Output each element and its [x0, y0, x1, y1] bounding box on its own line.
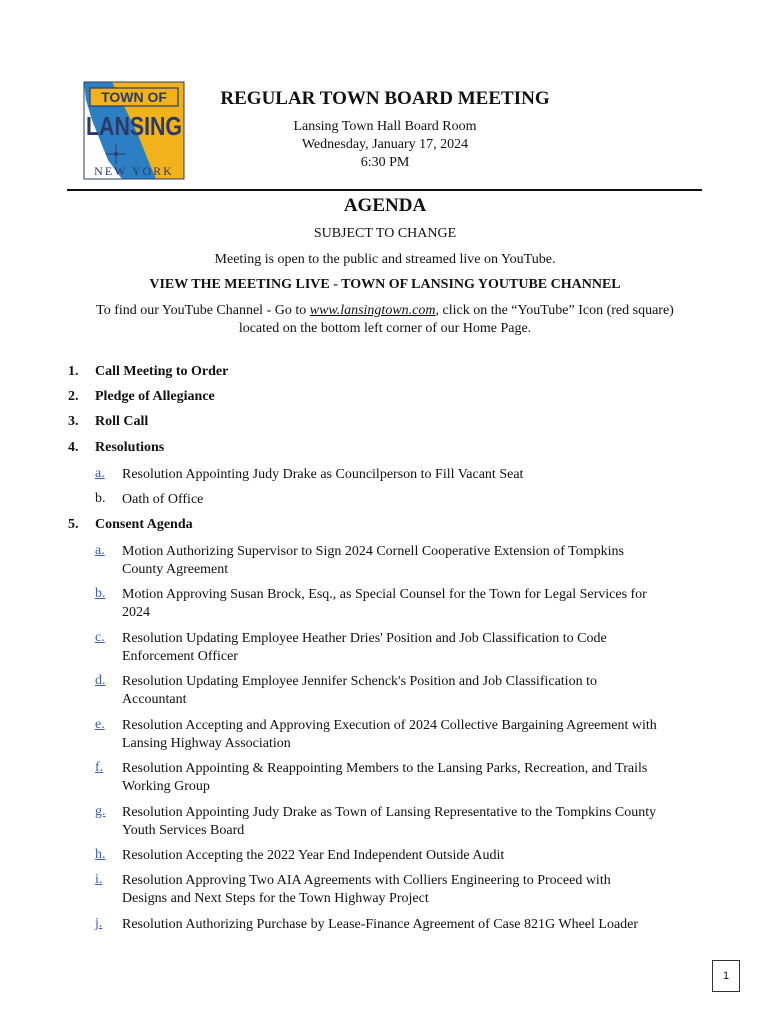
consent-b-line2: 2024: [122, 604, 150, 620]
consent-f-link[interactable]: f.: [95, 760, 104, 775]
meeting-date: Wednesday, January 17, 2024: [301, 137, 469, 152]
logo-line1: TOWN OF: [101, 89, 167, 105]
item-resolutions: Resolutions: [95, 440, 165, 455]
consent-i-line1: Resolution Approving Two AIA Agreements with Colliers Engineering to Proceed with: [122, 873, 611, 888]
logo-line2: LANSING: [86, 111, 182, 141]
consent-c-link[interactable]: c.: [95, 630, 105, 645]
consent-j-text: [122, 916, 712, 934]
consent-f-text: [122, 760, 712, 795]
consent-b-text: [122, 586, 712, 621]
consent-i-line2: Designs and Next Steps for the Town Highway Project: [122, 890, 429, 906]
consent-e-line1: Resolution Accepting and Approving Execution of 2024 Collective Bargaining Agreement with: [122, 718, 657, 733]
item-number: 5.: [68, 517, 79, 532]
consent-g-line1: Resolution Appointing Judy Drake as Town of Lansing Representative to the Tompkins County: [122, 805, 657, 820]
consent-a-link[interactable]: a.: [95, 543, 105, 558]
meeting-time: 6:30 PM: [360, 155, 410, 170]
resolution-b-label: b.: [95, 491, 106, 506]
consent-h-line1: Resolution Accepting the 2022 Year End Independent Outside Audit: [122, 848, 505, 863]
town-of-lansing-logo: [82, 80, 186, 181]
consent-a-text: [122, 543, 712, 578]
item-roll-call: Roll Call: [95, 414, 149, 429]
consent-e-line2: Lansing Highway Association: [122, 735, 291, 751]
consent-a-line2: County Agreement: [122, 561, 229, 577]
find-instructions: [60, 302, 710, 320]
consent-c-line1: Resolution Updating Employee Heather Dries' Position and Job Classification to Code: [122, 631, 607, 646]
consent-f-line1: Resolution Appointing & Reappointing Members to the Lansing Parks, Recreation, and Trails: [122, 761, 648, 776]
consent-a-line1: Motion Authorizing Supervisor to Sign 2024 Cornell Cooperative Extension of Tompkins: [122, 544, 624, 559]
view-live-heading: VIEW THE MEETING LIVE - TOWN OF LANSING YOUTUBE CHANNEL: [149, 277, 621, 292]
consent-e-text: [122, 717, 712, 752]
item-number: 3.: [68, 414, 79, 429]
open-note: Meeting is open to the public and streamed live on YouTube.: [214, 252, 556, 267]
lansingtown-link[interactable]: www.lansingtown.com: [309, 303, 436, 318]
page-number: 1: [712, 960, 740, 992]
item-call-to-order: Call Meeting to Order: [95, 364, 229, 379]
consent-g-link[interactable]: g.: [95, 804, 106, 819]
agenda-title: AGENDA: [343, 195, 427, 216]
resolution-b-text: Oath of Office: [122, 492, 204, 507]
consent-h-link[interactable]: h.: [95, 847, 106, 862]
meeting-location: Lansing Town Hall Board Room: [293, 119, 477, 134]
consent-g-text: [122, 804, 712, 839]
consent-f-line2: Working Group: [122, 778, 210, 794]
consent-d-line2: Accountant: [122, 691, 187, 707]
item-pledge: Pledge of Allegiance: [95, 389, 215, 404]
consent-j-link[interactable]: j.: [95, 916, 103, 931]
find-suffix: , click on the “YouTube” Icon (red square): [435, 303, 674, 318]
logo-line3: NEW YORK: [94, 164, 174, 178]
header-divider: [67, 189, 702, 191]
consent-i-link[interactable]: i.: [95, 872, 103, 887]
item-number: 4.: [68, 440, 79, 455]
item-consent-agenda: Consent Agenda: [95, 517, 193, 532]
consent-b-line1: Motion Approving Susan Brock, Esq., as Special Counsel for the Town for Legal Services for: [122, 587, 647, 602]
consent-b-link[interactable]: b.: [95, 586, 106, 601]
consent-e-link[interactable]: e.: [95, 717, 105, 732]
consent-g-line2: Youth Services Board: [122, 822, 245, 838]
consent-c-text: [122, 630, 712, 665]
resolution-a-link[interactable]: a.: [95, 466, 105, 481]
subject-to-change: SUBJECT TO CHANGE: [313, 226, 457, 241]
consent-i-text: [122, 872, 712, 907]
item-number: 1.: [68, 364, 79, 379]
meeting-title: REGULAR TOWN BOARD MEETING: [220, 88, 550, 109]
consent-c-line2: Enforcement Officer: [122, 648, 238, 664]
consent-j-line1: Resolution Authorizing Purchase by Lease-Finance Agreement of Case 821G Wheel Loader: [122, 917, 639, 932]
find-prefix: To find our YouTube Channel - Go to: [96, 303, 310, 318]
consent-d-line1: Resolution Updating Employee Jennifer Schenck's Position and Job Classification to: [122, 674, 597, 689]
item-number: 2.: [68, 389, 79, 404]
resolution-a-text: Resolution Appointing Judy Drake as Councilperson to Fill Vacant Seat: [122, 467, 524, 482]
consent-d-link[interactable]: d.: [95, 673, 106, 688]
find-instructions-line2: located on the bottom left corner of our Home Page.: [238, 321, 532, 336]
consent-h-text: [122, 847, 712, 865]
consent-d-text: [122, 673, 712, 708]
